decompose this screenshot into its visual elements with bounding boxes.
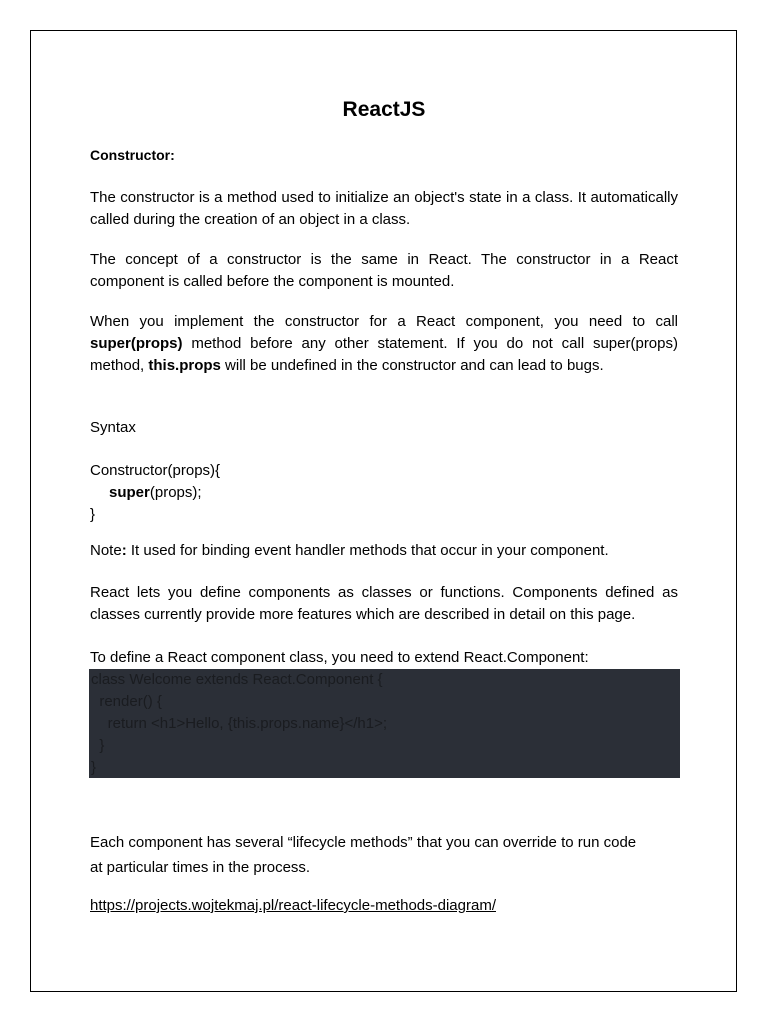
note-colon: : <box>121 542 127 559</box>
syntax-line-1: Constructor(props){ <box>90 462 221 479</box>
note-label: Note <box>90 542 122 559</box>
lifecycle-diagram-link[interactable]: https://projects.wojtekmaj.pl/react-lifecycle-methods-diagram/ <box>90 897 496 914</box>
code-line: } <box>91 759 97 776</box>
section-heading: Constructor: <box>90 147 175 163</box>
paragraph-extend-component: To define a React component class, you need to extend React.Component: <box>90 649 589 666</box>
syntax-block <box>90 460 220 526</box>
code-line: } <box>91 737 105 754</box>
syntax-label: Syntax <box>90 419 136 436</box>
paragraph-react-constructor: The concept of a constructor is the same in React. The constructor in a React component is called before the component is mounted. <box>90 251 678 290</box>
bold-this-props: this.props <box>148 357 221 374</box>
paragraph-super-props <box>90 311 678 377</box>
code-line: return <h1>Hello, {this.props.name}</h1>; <box>91 715 388 732</box>
paragraph-lifecycle: Each component has several “lifecycle methods” that you can override to run code at particular times in the process. <box>90 834 637 876</box>
bold-super-props: super(props) <box>90 335 183 352</box>
paragraph-constructor-definition: The constructor is a method used to initialize an object's state in a class. It automatically called during the creation of an object in a class. <box>90 189 678 228</box>
note-paragraph <box>90 540 678 562</box>
paragraph-components: React lets you define components as classes or functions. Components defined as classes currently provide more features which are described in detail on this page. <box>90 584 678 623</box>
syntax-super-args: (props); <box>149 484 202 501</box>
text-segment: When you implement the constructor for a React component, you need to call <box>90 313 678 330</box>
syntax-line-2 <box>90 482 220 504</box>
text-segment: method before any other statement. If you do not call super(props) method, <box>90 335 678 374</box>
page-title: ReactJS <box>342 98 426 121</box>
syntax-line-3: } <box>90 506 96 523</box>
code-line: render() { <box>91 693 162 710</box>
lifecycle-link-line <box>90 895 496 917</box>
text-segment: will be undefined in the constructor and can lead to bugs. <box>220 357 604 374</box>
syntax-super-keyword: super <box>109 484 150 501</box>
code-line: class Welcome extends React.Component { <box>91 671 383 688</box>
note-text: It used for binding event handler methods that occur in your component. <box>126 542 609 559</box>
code-block <box>89 669 680 778</box>
